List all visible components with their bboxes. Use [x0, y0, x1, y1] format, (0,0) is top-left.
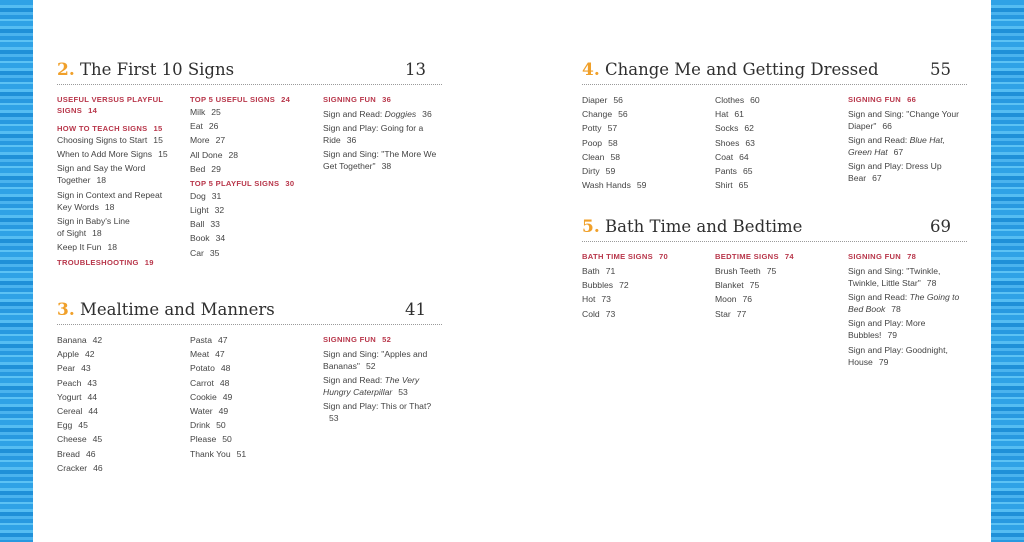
- toc-entry[interactable]: Yogurt 44: [57, 391, 98, 402]
- chapter-5-col-1: [582, 251, 704, 322]
- chapter-title: The First 10 Signs: [80, 60, 235, 79]
- section-heading[interactable]: HOW TO TEACH SIGNS 15: [57, 124, 163, 133]
- toc-entry[interactable]: Pants 65: [715, 165, 753, 176]
- section-heading[interactable]: TROUBLESHOOTING 19: [57, 257, 154, 267]
- chapter-4-col-3: [848, 94, 966, 187]
- chapter-3-header: [57, 300, 442, 325]
- toc-entry[interactable]: Peach 43: [57, 377, 97, 388]
- toc-entry[interactable]: Dirty 59: [582, 165, 616, 176]
- toc-entry[interactable]: Sign and Sing: "Twinkle, Twinkle, Little Star" 78: [848, 266, 941, 288]
- toc-entry[interactable]: Hat 61: [715, 109, 744, 120]
- toc-entry[interactable]: Sign and Play: Going for a Ride 36: [323, 123, 424, 146]
- section-heading[interactable]: BATH TIME SIGNS 70: [582, 252, 669, 261]
- chapter-2-header: [57, 60, 442, 85]
- toc-entry[interactable]: Sign and Sing: "Apples and Bananas" 52: [323, 349, 428, 371]
- toc-entry[interactable]: Sign and Read: Blue Hat, Green Hat 67: [848, 135, 945, 158]
- toc-entry[interactable]: Moon 76: [715, 294, 753, 305]
- toc-entry[interactable]: Potato 48: [190, 363, 231, 374]
- chapter-number: 4.: [582, 60, 600, 80]
- chapter-title: Bath Time and Bedtime: [605, 217, 803, 236]
- chapter-5-col-3: [848, 251, 966, 370]
- toc-entry[interactable]: Bubbles 72: [582, 280, 629, 291]
- toc-entry[interactable]: Star 77: [715, 308, 747, 319]
- toc-entry[interactable]: Cookie 49: [190, 391, 233, 402]
- toc-entry[interactable]: More 27: [190, 135, 226, 146]
- toc-entry[interactable]: Ball 33: [190, 219, 220, 230]
- toc-entry[interactable]: Clothes 60: [715, 95, 760, 105]
- left-stripe-border: [0, 0, 33, 542]
- right-stripe-border: [991, 0, 1024, 542]
- toc-entry[interactable]: Pasta 47: [190, 335, 228, 345]
- toc-entry[interactable]: Sign and Sing: "Change Your Diaper" 66: [848, 109, 960, 131]
- toc-entry[interactable]: Diaper 56: [582, 95, 623, 105]
- toc-entry[interactable]: Bath 71: [582, 266, 616, 276]
- toc-entry[interactable]: Bread 46: [57, 448, 96, 459]
- section-heading[interactable]: TOP 5 PLAYFUL SIGNS 30: [190, 178, 295, 188]
- chapter-title: Mealtime and Manners: [80, 300, 275, 319]
- toc-entry[interactable]: Thank You 51: [190, 448, 247, 459]
- toc-entry[interactable]: Sign and Say the Word Together 18: [57, 163, 146, 186]
- toc-entry[interactable]: Banana 42: [57, 335, 103, 345]
- toc-entry[interactable]: Sign and Read: The Very Hungry Caterpillar 53: [323, 375, 420, 398]
- toc-entry[interactable]: Cheese 45: [57, 434, 103, 445]
- toc-entry[interactable]: Sign and Play: This or That?53: [323, 401, 432, 424]
- toc-entry[interactable]: Sign and Play: More Bubbles! 79: [848, 318, 926, 341]
- toc-entry[interactable]: Cereal 44: [57, 405, 98, 416]
- toc-entry[interactable]: Hot 73: [582, 294, 611, 305]
- toc-entry[interactable]: Sign and Sing: "The More We Get Together" 38: [323, 149, 437, 172]
- toc-entry[interactable]: Milk 25: [190, 107, 221, 117]
- toc-entry[interactable]: Carrot 48: [190, 377, 230, 388]
- chapter-2-col-1: [57, 94, 179, 268]
- chapter-3-col-3: [323, 334, 441, 427]
- chapter-title: Change Me and Getting Dressed: [605, 60, 879, 79]
- toc-entry[interactable]: Eat 26: [190, 121, 219, 132]
- chapter-3-col-1: [57, 334, 179, 476]
- toc-entry[interactable]: Shirt 65: [715, 180, 749, 191]
- toc-entry[interactable]: Sign and Read: Doggies 36: [323, 109, 432, 119]
- toc-entry[interactable]: Pear 43: [57, 363, 91, 374]
- section-heading[interactable]: SIGNING FUN 36: [323, 95, 392, 104]
- toc-entry[interactable]: Blanket 75: [715, 280, 760, 291]
- chapter-5: [582, 217, 967, 367]
- chapter-4-header: [582, 60, 967, 85]
- toc-entry[interactable]: Shoes 63: [715, 137, 755, 148]
- toc-entry[interactable]: Car 35: [190, 247, 220, 258]
- toc-entry[interactable]: Drink 50: [190, 420, 226, 431]
- toc-entry[interactable]: When to Add More Signs 15: [57, 149, 168, 160]
- section-heading[interactable]: USEFUL VERSUS PLAYFUL SIGNS 14: [57, 95, 164, 115]
- chapter-2-col-3: [323, 94, 441, 175]
- section-heading[interactable]: TOP 5 USEFUL SIGNS 24: [190, 95, 291, 104]
- toc-entry[interactable]: Cracker 46: [57, 462, 103, 473]
- toc-entry[interactable]: Sign and Play: Dress Up Bear 67: [848, 161, 942, 184]
- toc-entry[interactable]: Dog 31: [190, 190, 222, 201]
- toc-entry[interactable]: Socks 62: [715, 123, 754, 134]
- toc-entry[interactable]: Meat 47: [190, 349, 225, 360]
- toc-entry[interactable]: All Done 28: [190, 149, 239, 160]
- toc-entry[interactable]: Bed 29: [190, 163, 221, 174]
- chapter-2-col-2: [190, 94, 310, 261]
- toc-entry[interactable]: Poop 58: [582, 137, 618, 148]
- chapter-page: 55: [930, 60, 951, 79]
- toc-entry[interactable]: Sign and Play: Goodnight, House 79: [848, 344, 948, 367]
- section-heading[interactable]: SIGNING FUN 66: [848, 95, 917, 104]
- toc-entry[interactable]: Potty 57: [582, 123, 618, 134]
- section-heading[interactable]: SIGNING FUN 52: [323, 335, 392, 344]
- chapter-number: 5.: [582, 217, 600, 237]
- chapter-4-col-2: [715, 94, 835, 193]
- chapter-number: 3.: [57, 300, 75, 320]
- toc-entry[interactable]: Sign in Context and Repeat Key Words 18: [57, 189, 163, 212]
- toc-entry[interactable]: Brush Teeth 75: [715, 266, 777, 276]
- chapter-page: 69: [930, 217, 951, 236]
- toc-entry[interactable]: Egg 45: [57, 420, 88, 431]
- toc-entry[interactable]: Please 50: [190, 434, 232, 445]
- toc-entry[interactable]: Clean 58: [582, 151, 621, 162]
- toc-entry[interactable]: Sign in Baby's Line of Sight 18: [57, 215, 130, 238]
- toc-entry[interactable]: Coat 64: [715, 151, 749, 162]
- toc-entry[interactable]: Keep It Fun 18: [57, 241, 117, 252]
- toc-entry[interactable]: Book 34: [190, 233, 226, 244]
- toc-entry[interactable]: Change 56: [582, 109, 628, 120]
- chapter-3: [57, 300, 442, 480]
- chapter-4-col-1: [582, 94, 704, 193]
- chapter-2: [57, 60, 442, 275]
- toc-entry[interactable]: Light 32: [190, 204, 225, 215]
- toc-entry[interactable]: Cold 73: [582, 308, 616, 319]
- chapter-4: [582, 60, 967, 200]
- toc-entry[interactable]: Choosing Signs to Start 15: [57, 135, 163, 145]
- chapter-3-col-2: [190, 334, 310, 462]
- chapter-5-col-2: [715, 251, 835, 322]
- chapter-5-header: [582, 217, 967, 242]
- toc-entry[interactable]: Apple 42: [57, 349, 95, 360]
- section-heading[interactable]: SIGNING FUN 78: [848, 252, 917, 261]
- toc-entry[interactable]: Water 49: [190, 405, 229, 416]
- toc-entry[interactable]: Sign and Read: The Going to Bed Book 78: [848, 292, 960, 315]
- toc-entry[interactable]: Wash Hands 59: [582, 180, 647, 191]
- chapter-page: 13: [405, 60, 426, 79]
- chapter-page: 41: [405, 300, 426, 319]
- section-heading[interactable]: BEDTIME SIGNS 74: [715, 252, 794, 261]
- chapter-number: 2.: [57, 60, 75, 80]
